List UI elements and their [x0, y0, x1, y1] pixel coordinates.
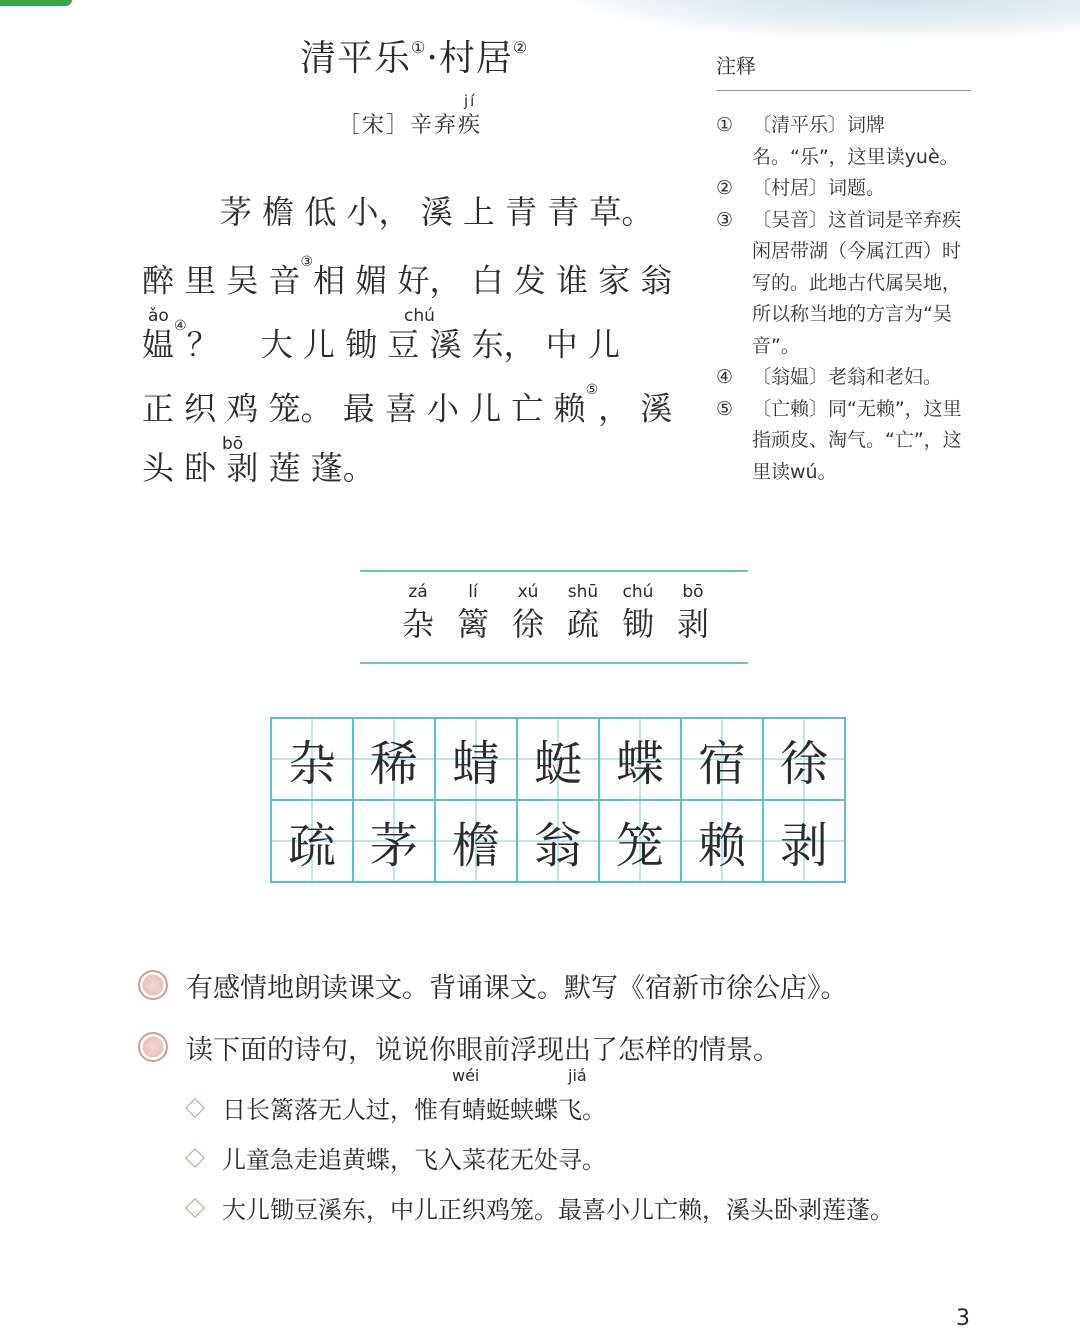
grid-cell: 茅 — [353, 800, 435, 882]
note-item — [716, 110, 978, 173]
exercise-subitem-text: 日长篱落无人过，惟有蜻蜓蛱蝶飞。 — [222, 1096, 606, 1124]
exercise-text: 读下面的诗句，说说你眼前浮现出了怎样的情景。 — [186, 1035, 780, 1066]
note-text: 〔翁媪〕老翁和老妇。 — [752, 366, 943, 388]
vocab-item — [673, 582, 713, 644]
vocab-item — [453, 582, 493, 644]
exercise-text: 有感情地朗读课文。背诵课文。默写《宿新市徐公店》。 — [186, 973, 848, 1004]
exercise-subitem — [188, 1190, 894, 1225]
note-ref-4: ④ — [174, 318, 187, 334]
grid-cell: 稀 — [353, 718, 435, 800]
note-text: 〔清平乐〕词牌名。“乐”，这里读yuè。 — [752, 114, 959, 168]
grid-cell: 翁 — [517, 800, 599, 882]
note-number: ① — [716, 114, 734, 136]
note-item — [716, 394, 978, 489]
diamond-bullet-icon — [185, 1148, 205, 1168]
poem-line — [142, 182, 682, 246]
note-item — [716, 205, 978, 363]
poem-line-text: 媪 — [142, 325, 175, 364]
grid-cell: 宿 — [681, 718, 763, 800]
writing-grid — [270, 717, 846, 883]
poem-line-text: 相 媚 好， 白 发 谁 家 翁 — [313, 261, 673, 300]
poem-title — [300, 30, 528, 81]
note-number: ④ — [716, 366, 734, 388]
vocab-item — [398, 582, 438, 644]
poem-body — [142, 182, 682, 502]
notes-list — [716, 110, 978, 488]
grid-cell: 笼 — [599, 800, 681, 882]
poem-line-text: ？ 大 儿 锄 豆 溪 东， 中 儿 — [186, 325, 620, 364]
title-main: 清平乐 — [300, 38, 412, 79]
note-number: ③ — [716, 208, 734, 231]
page-number: 3 — [956, 1306, 970, 1331]
grid-cell: 疏 — [271, 800, 353, 882]
poem-line — [142, 246, 682, 310]
grid-cell: 檐 — [435, 800, 517, 882]
poem-line-text: 正 织 鸡 笼。 最 喜 小 儿 亡 赖 — [142, 389, 586, 428]
vocab-char: 杂 — [401, 605, 434, 643]
pinyin-chu: chú — [404, 306, 435, 326]
exercise-subitem-text: 儿童急走追黄蝶，飞入菜花无处寻。 — [222, 1146, 606, 1174]
note-text: 〔亡赖〕同“无赖”，这里指顽皮、淘气。“亡”，这里读wú。 — [752, 397, 962, 483]
poem-line-text: ， 溪 — [598, 389, 673, 428]
header-decoration — [560, 0, 1080, 40]
title-dot: · — [426, 38, 439, 79]
vocab-char: 徐 — [511, 605, 544, 643]
grid-cell: 蜻 — [435, 718, 517, 800]
grid-cell: 蝶 — [599, 718, 681, 800]
vocab-pinyin: lí — [468, 582, 478, 602]
note-ref-1: ① — [411, 38, 427, 57]
vocab-item — [563, 582, 603, 644]
vocab-item — [618, 582, 658, 644]
grid-cell: 赖 — [681, 800, 763, 882]
vocab-char: 剥 — [676, 605, 709, 643]
vocab-char: 疏 — [566, 605, 599, 643]
chapter-tab — [0, 0, 72, 6]
diamond-bullet-icon — [185, 1098, 205, 1118]
note-item — [716, 173, 978, 205]
pinyin-bo: bō — [222, 434, 244, 454]
poem-line-text: 醉 里 吴 音 — [142, 261, 301, 300]
exercise-subitem — [188, 1066, 606, 1125]
note-ref-3: ③ — [300, 254, 314, 270]
exercise-item — [138, 966, 848, 1005]
poem-line-text: 头 卧 剥 莲 蓬。 — [142, 449, 375, 487]
diamond-bullet-icon — [185, 1198, 205, 1218]
vocab-char: 锄 — [621, 605, 654, 643]
notes-divider — [716, 90, 971, 91]
exercise-item — [138, 1028, 780, 1067]
vocab-item — [508, 582, 548, 644]
vocab-pinyin: shū — [567, 582, 599, 602]
grid-cell: 杂 — [271, 718, 353, 800]
author-text: ［宋］辛弃疾 — [338, 113, 483, 138]
vocab-pinyin: chú — [622, 582, 654, 602]
exercise-bullet-icon — [138, 970, 168, 1000]
grid-cell: 蜓 — [517, 718, 599, 800]
pinyin-wei: wéi — [452, 1066, 480, 1085]
poem-line — [142, 434, 682, 502]
grid-row — [271, 718, 845, 800]
note-ref-5: ⑤ — [585, 382, 599, 398]
note-number: ② — [716, 177, 734, 199]
grid-cell: 剥 — [763, 800, 845, 882]
vocab-pinyin: xú — [517, 582, 539, 602]
poem-line — [142, 374, 682, 438]
note-text: 〔村居〕词题。 — [752, 177, 886, 199]
title-sub: 村居 — [438, 38, 513, 79]
exercise-subitem-text: 大儿锄豆溪东，中儿正织鸡笼。最喜小儿亡赖，溪头卧剥莲蓬。 — [222, 1196, 894, 1224]
exercise-subitem — [188, 1140, 606, 1175]
vocab-box — [360, 570, 748, 664]
vocab-pinyin: zá — [408, 582, 428, 602]
notes-heading: 注释 — [716, 54, 756, 78]
vocab-pinyin: bō — [682, 582, 704, 602]
author-pinyin: jí — [464, 92, 477, 110]
poem-line — [142, 306, 682, 374]
note-number: ⑤ — [716, 397, 734, 420]
vocab-char: 篱 — [456, 605, 489, 643]
exercise-bullet-icon — [138, 1032, 168, 1062]
pinyin-ao: ǎo — [148, 306, 169, 326]
pinyin-jia: jiá — [568, 1066, 587, 1085]
poem-author — [338, 92, 483, 139]
poem-line-text: 茅 檐 低 小， 溪 上 青 青 草。 — [220, 193, 654, 231]
note-text: 〔吴音〕这首词是辛弃疾闲居带湖（今属江西）时写的。此地古代属吴地，所以称当地的方言为“吴音”。 — [752, 208, 962, 357]
note-ref-2: ② — [512, 38, 529, 57]
grid-row — [271, 800, 845, 882]
note-item — [716, 362, 978, 394]
grid-cell: 徐 — [763, 718, 845, 800]
